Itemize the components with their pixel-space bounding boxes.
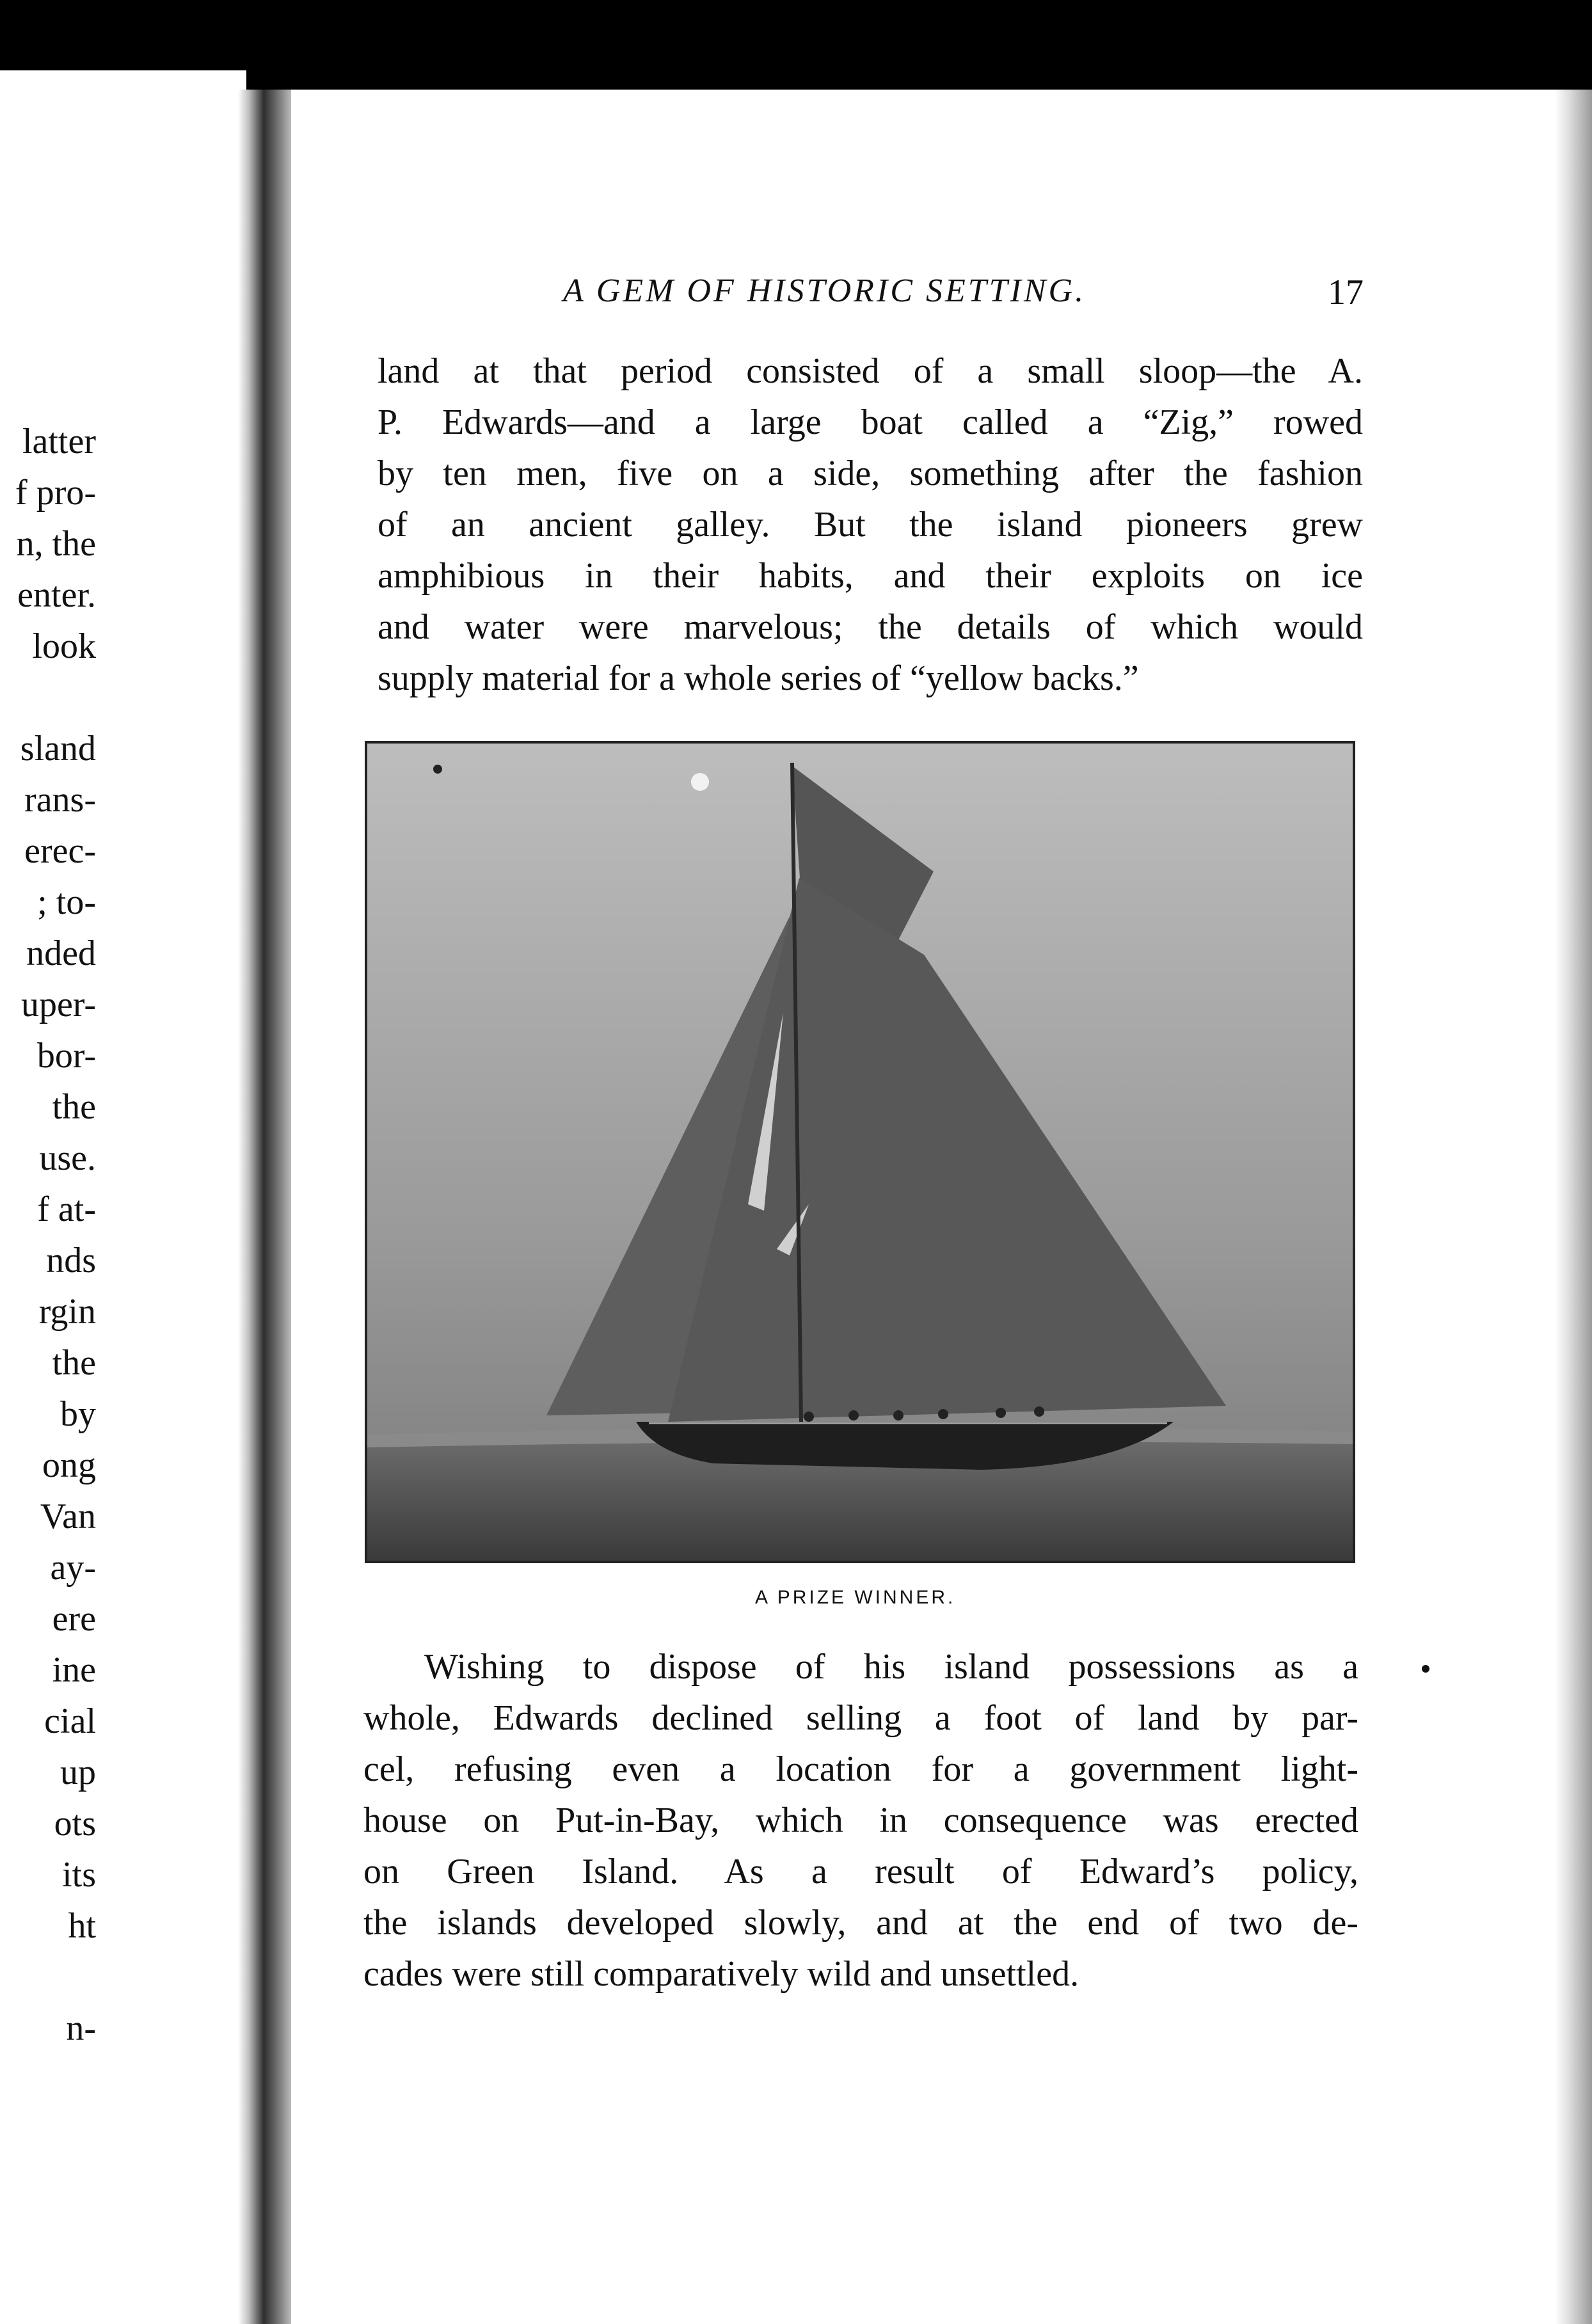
left-page-line <box>0 1952 96 2003</box>
left-page-line: ere <box>52 1599 96 1639</box>
left-page-line: up <box>60 1753 96 1792</box>
left-page-line <box>0 672 96 723</box>
text-line: on Green Island. As a result of Edward’s policy, <box>363 1852 1358 1891</box>
page-number: 17 <box>1328 273 1364 312</box>
left-page-line: n- <box>66 2009 96 2048</box>
left-page-line: cial <box>44 1701 96 1741</box>
text-line: supply material for a whole series of “yellow backs.” <box>378 658 1139 698</box>
book-gutter <box>238 90 299 2324</box>
text-line: whole, Edwards declined selling a foot of land by par- <box>363 1698 1358 1738</box>
margin-mark <box>1422 1665 1429 1673</box>
sailboat-illustration <box>365 741 1355 1563</box>
left-page-line: erec- <box>24 831 96 871</box>
left-page-line: rgin <box>38 1292 96 1332</box>
left-page-line: the <box>52 1087 96 1127</box>
left-page-line: n, the <box>16 524 96 564</box>
text-line: by ten men, five on a side, something after the fashion <box>378 454 1363 493</box>
left-page-line: ay- <box>50 1548 96 1588</box>
sailboat-photo-icon <box>367 744 1353 1561</box>
left-page-line: enter. <box>17 575 96 615</box>
text-line: Wishing to dispose of his island possessions as a <box>424 1647 1358 1687</box>
text-line: cades were still comparatively wild and unsettled. <box>363 1954 1079 1994</box>
text-line: the islands developed slowly, and at the end of two de- <box>363 1903 1358 1943</box>
left-page-line: look <box>32 626 96 666</box>
left-page-line: nds <box>46 1241 96 1280</box>
text-line: of an ancient galley. But the island pioneers grew <box>378 505 1363 545</box>
page-edge <box>1555 90 1592 2324</box>
left-page-line: rans- <box>24 780 96 820</box>
left-page-line: f pro- <box>15 473 96 513</box>
left-page-line: ine <box>52 1650 96 1690</box>
running-head: A GEM OF HISTORIC SETTING. <box>563 273 1087 309</box>
left-page-line: latter <box>22 422 96 461</box>
paragraph-1 <box>378 346 1363 704</box>
text-line: P. Edwards—and a large boat called a “Zig,” rowed <box>378 402 1363 442</box>
left-page-line: nded <box>26 934 96 973</box>
text-line: amphibious in their habits, and their exploits on ice <box>378 556 1363 596</box>
left-page-line: bor- <box>36 1036 96 1076</box>
left-page-text-column <box>0 416 96 2054</box>
left-page-line: Van <box>40 1497 96 1536</box>
left-page-line: its <box>62 1855 96 1895</box>
text-line: cel, refusing even a location for a government light- <box>363 1749 1358 1789</box>
left-page-line: ong <box>42 1445 96 1485</box>
text-line: and water were marvelous; the details of which would <box>378 607 1363 647</box>
left-page-line: ht <box>68 1906 96 1946</box>
left-page-line: the <box>52 1343 96 1383</box>
left-page-line: ots <box>54 1804 96 1843</box>
illustration-caption: A PRIZE WINNER. <box>755 1587 956 1608</box>
left-page-line: sland <box>20 729 96 768</box>
left-page-line: by <box>60 1394 96 1434</box>
left-page-line: use. <box>39 1138 96 1178</box>
left-page-line: f at- <box>37 1190 96 1229</box>
paragraph-2 <box>363 1641 1358 2000</box>
left-page <box>0 70 246 2324</box>
left-page-line: ; to- <box>37 882 96 922</box>
left-page-line: uper- <box>20 985 96 1024</box>
text-line: land at that period consisted of a small sloop—the A. <box>378 351 1363 391</box>
text-line: house on Put-in-Bay, which in consequence was erected <box>363 1801 1358 1840</box>
